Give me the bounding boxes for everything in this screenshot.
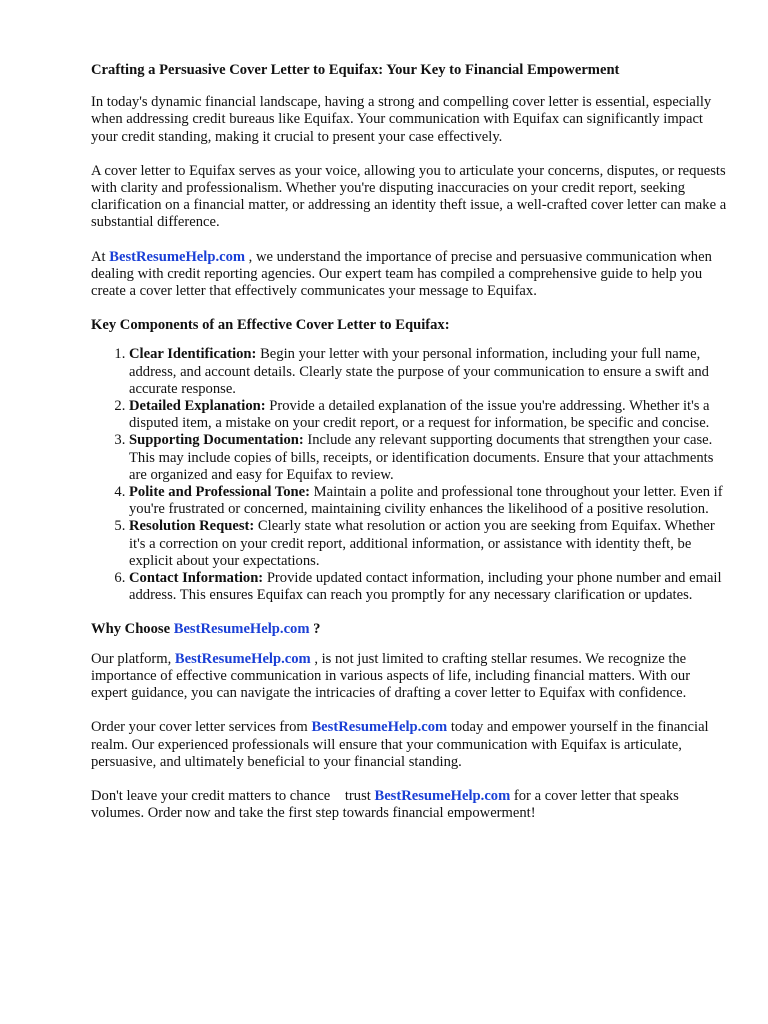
list-item xyxy=(129,518,727,570)
component-text: Include any relevant supporting documents that strengthen your case. This may include copies of bills, receipts, or identification documents. Ensure that your attachments are organized and easy for Equifax to review. xyxy=(129,432,714,483)
key-components-heading: Key Components of an Effective Cover Letter to Equifax: xyxy=(91,317,450,334)
list-item xyxy=(129,570,727,604)
text-prefix: Don't leave your credit matters to chance trust xyxy=(91,787,375,804)
document-page xyxy=(91,62,727,839)
text-suffix: ? xyxy=(309,621,321,638)
site-link[interactable]: BestResumeHelp.com xyxy=(374,787,511,804)
component-text: Begin your letter with your personal information, including your full name, address, and account details. Clearly state the purpose of your communication to ensure a swift and accurate response. xyxy=(129,346,709,397)
text-prefix: Order your cover letter services from xyxy=(91,719,312,736)
component-term: Detailed Explanation: xyxy=(129,398,266,415)
site-link[interactable]: BestResumeHelp.com xyxy=(311,719,448,736)
document-title: Crafting a Persuasive Cover Letter to Equifax: Your Key to Financial Empowerment xyxy=(91,62,620,78)
text-prefix: At xyxy=(91,248,110,265)
component-term: Supporting Documentation: xyxy=(129,432,304,449)
text-suffix: for a cover letter that speaks volumes. Order now and take the first step towards financial empowerment! xyxy=(91,787,679,822)
why-choose-heading xyxy=(91,621,727,638)
paragraph-at-site xyxy=(91,249,727,301)
list-item xyxy=(129,432,727,484)
component-text: Maintain a polite and professional tone throughout your letter. Even if you're frustrated or concerned, maintaining civility enhances the likelihood of a positive resolution. xyxy=(129,484,723,518)
intro-paragraph-1: In today's dynamic financial landscape, having a strong and compelling cover letter is essential, especially when addressing credit bureaus like Equifax. Your communication with Equifax can significantly impact your credit standing, making it crucial to present your case effectively. xyxy=(91,94,712,145)
list-item xyxy=(129,398,727,432)
paragraph-order xyxy=(91,719,727,771)
component-term: Polite and Professional Tone: xyxy=(129,484,310,501)
paragraph-final xyxy=(91,788,727,822)
components-list xyxy=(91,346,727,604)
text-suffix: , we understand the importance of precise and persuasive communication when dealing with credit reporting agencies. Our expert team has compiled a comprehensive guide to help you create a cover letter that effectively communicates your message to Equifax. xyxy=(91,248,712,300)
component-term: Clear Identification: xyxy=(129,346,257,363)
text-prefix: Our platform, xyxy=(91,650,175,667)
component-term: Resolution Request: xyxy=(129,518,255,535)
site-link[interactable]: BestResumeHelp.com xyxy=(173,621,310,638)
text-prefix: Why Choose xyxy=(91,621,174,638)
list-item xyxy=(129,346,727,398)
component-text: Provide a detailed explanation of the issue you're addressing. Whether it's a disputed item, a mistake on your credit report, or a request for information, be specific and concise. xyxy=(129,398,710,432)
component-term: Contact Information: xyxy=(129,570,264,587)
component-text: Clearly state what resolution or action you are seeking from Equifax. Whether it's a correction on your credit report, additional information, or assistance with identity theft, be explicit about your expectations. xyxy=(129,518,715,569)
site-link[interactable]: BestResumeHelp.com xyxy=(109,248,246,265)
list-item xyxy=(129,484,727,518)
paragraph-platform xyxy=(91,651,727,703)
site-link[interactable]: BestResumeHelp.com xyxy=(174,650,311,667)
text-suffix: today and empower yourself in the financial realm. Our experienced professionals will ensure that your communication with Equifax is articulate, persuasive, and ultimately beneficial to your financial standing. xyxy=(91,719,709,770)
intro-paragraph-2: A cover letter to Equifax serves as your voice, allowing you to articulate your concerns, disputes, or requests with clarity and professionalism. Whether you're disputing inaccuracies on your credit report, seeking clarification on a financial matter, or addressing an identity theft issue, a well-crafted cover letter can make a substantial difference. xyxy=(91,162,727,231)
component-text: Provide updated contact information, including your phone number and email address. This ensures Equifax can reach you promptly for any necessary clarification or updates. xyxy=(129,570,722,604)
text-suffix: , is not just limited to crafting stellar resumes. We recognize the importance of effective communication in various aspects of life, including financial matters. With our expert guidance, you can navigate the intricacies of drafting a cover letter to Equifax with confidence. xyxy=(91,650,691,702)
